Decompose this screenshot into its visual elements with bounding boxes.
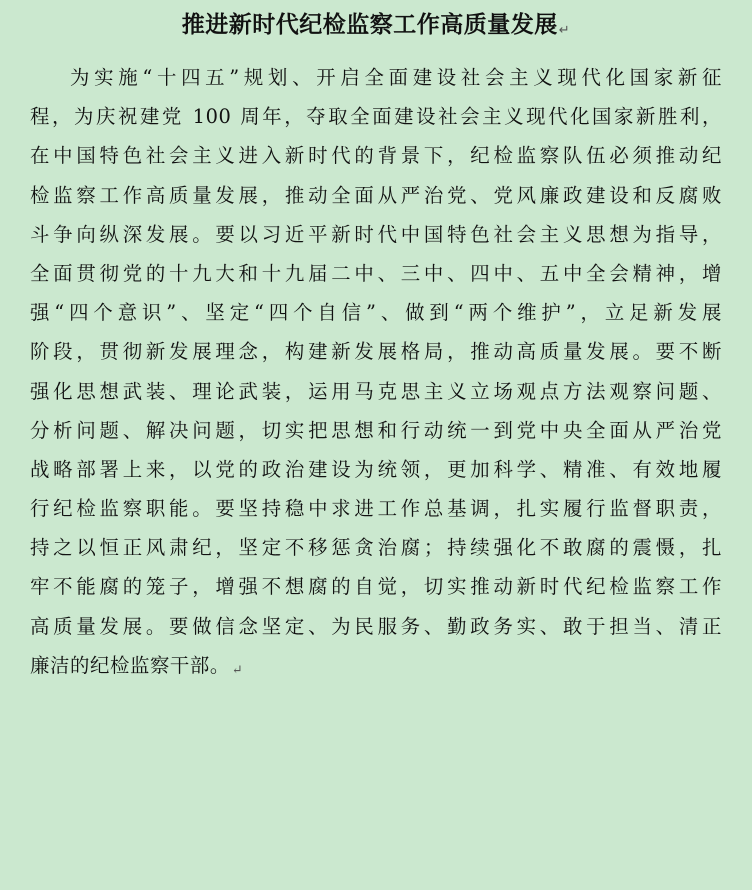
text-line-last: [30, 646, 722, 685]
text-line: 斗争向纵深发展。要以习近平新时代中国特色社会主义思想为指导，: [30, 222, 722, 246]
title-text: 推进新时代纪检监察工作高质量发展: [181, 12, 558, 38]
text-line: 战略部署上来，以党的政治建设为统领，更加科学、精准、有效地履: [30, 457, 722, 481]
text-line: 强化思想武装、理论武装，运用马克思主义立场观点方法观察问题、: [30, 379, 722, 403]
text-line: 牢不能腐的笼子，增强不想腐的自觉，切实推动新时代纪检监察工作: [30, 575, 722, 599]
text-line: 程，为庆祝建党 100 周年，夺取全面建设社会主义现代化国家新胜利，: [30, 105, 722, 129]
text-line: 检监察工作高质量发展，推动全面从严治党、党风廉政建设和反腐败: [30, 183, 722, 207]
last-line-text: 廉洁的纪检监察干部。: [30, 653, 230, 677]
text-line: 强“四个意识”、坚定“四个自信”、做到“两个维护”，立足新发展: [30, 301, 722, 325]
text-line: 持之以恒正风肃纪，坚定不移惩贪治腐；持续强化不敢腐的震慑，扎: [30, 536, 722, 560]
text-line: 阶段，贯彻新发展理念，构建新发展格局，推动高质量发展。要不断: [30, 340, 722, 364]
paragraph-end-icon: ↵: [231, 662, 244, 678]
text-line: 分析问题、解决问题，切实把思想和行动统一到党中央全面从严治党: [30, 418, 722, 442]
text-line: 在中国特色社会主义进入新时代的背景下，纪检监察队伍必须推动纪: [30, 144, 722, 168]
text-line: 全面贯彻党的十九大和十九届二中、三中、四中、五中全会精神，增: [30, 261, 722, 285]
document-body: [30, 58, 722, 685]
text-line: 为实施“十四五”规划、开启全面建设社会主义现代化国家新征: [70, 66, 722, 89]
paragraph-mark-icon: ↵: [558, 23, 571, 38]
text-line: 高质量发展。要做信念坚定、为民服务、勤政务实、敢于担当、清正: [30, 614, 722, 638]
text-line: 行纪检监察职能。要坚持稳中求进工作总基调，扎实履行监督职责，: [30, 497, 722, 521]
document-title: [30, 8, 722, 48]
